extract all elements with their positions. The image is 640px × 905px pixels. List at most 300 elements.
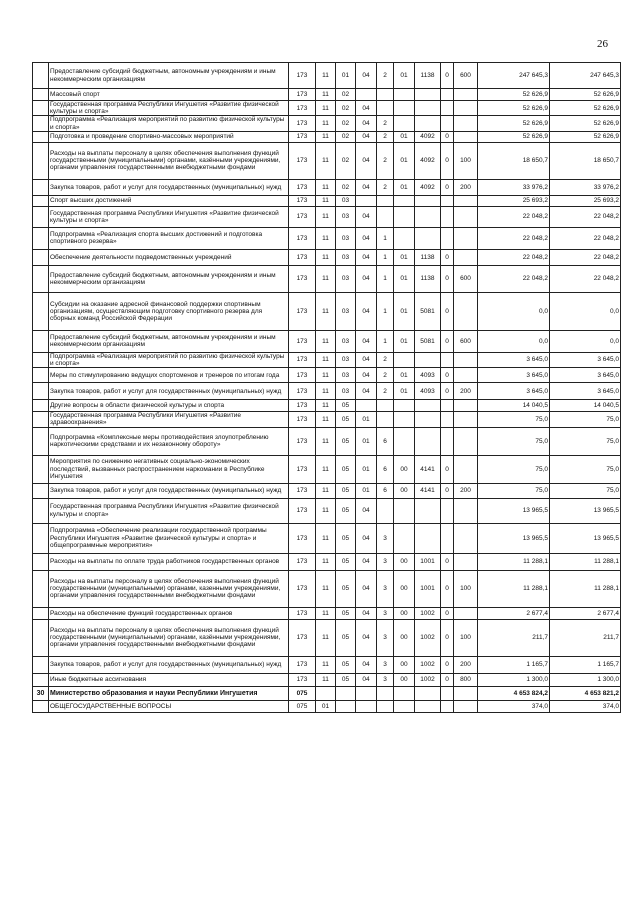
amount-cell: 22 048,2 bbox=[478, 249, 550, 265]
table-row bbox=[33, 265, 621, 292]
amount-cell: 14 040,5 bbox=[478, 400, 550, 412]
subsection-code-cell: 02 bbox=[336, 179, 356, 195]
amount-total-cell: 22 048,2 bbox=[550, 265, 621, 292]
event-code-cell bbox=[394, 523, 415, 553]
ministry-code-cell: 173 bbox=[289, 607, 316, 619]
amount-cell: 52 626,9 bbox=[478, 131, 550, 142]
event-code-cell bbox=[394, 116, 415, 131]
table-row bbox=[33, 553, 621, 570]
expense-type-cell bbox=[454, 131, 478, 142]
subprogram-code-cell: 3 bbox=[377, 619, 394, 656]
line-item-name-cell: Спорт высших достижений bbox=[49, 195, 289, 206]
program-code-cell: 01 bbox=[356, 412, 377, 427]
ministry-code-cell: 173 bbox=[289, 265, 316, 292]
source-code-cell bbox=[441, 89, 454, 101]
amount-total-cell: 52 626,9 bbox=[550, 89, 621, 101]
direction-code-cell: 1001 bbox=[415, 570, 441, 607]
section-code-cell: 11 bbox=[316, 570, 336, 607]
program-code-cell: 04 bbox=[356, 553, 377, 570]
program-code-cell: 01 bbox=[356, 483, 377, 498]
subsection-code-cell: 03 bbox=[336, 352, 356, 367]
amount-cell: 18 650,7 bbox=[478, 142, 550, 179]
subsection-code-cell bbox=[336, 700, 356, 712]
direction-code-cell bbox=[415, 523, 441, 553]
event-code-cell bbox=[394, 89, 415, 101]
amount-cell: 1 300,0 bbox=[478, 673, 550, 686]
program-code-cell: 04 bbox=[356, 619, 377, 656]
event-code-cell: 01 bbox=[394, 368, 415, 383]
direction-code-cell: 4141 bbox=[415, 455, 441, 483]
program-code-cell: 04 bbox=[356, 570, 377, 607]
row-number-cell bbox=[33, 227, 49, 249]
section-code-cell: 11 bbox=[316, 330, 336, 352]
amount-cell: 4 653 824,2 bbox=[478, 686, 550, 700]
program-code-cell: 04 bbox=[356, 101, 377, 116]
subsection-code-cell: 02 bbox=[336, 142, 356, 179]
budget-table-body bbox=[33, 63, 621, 713]
section-code-cell: 11 bbox=[316, 227, 336, 249]
amount-total-cell: 52 626,9 bbox=[550, 101, 621, 116]
amount-total-cell: 52 626,9 bbox=[550, 116, 621, 131]
program-code-cell bbox=[356, 700, 377, 712]
program-code-cell: 04 bbox=[356, 206, 377, 227]
direction-code-cell: 1138 bbox=[415, 249, 441, 265]
table-row bbox=[33, 686, 621, 700]
line-item-name-cell: Мероприятия по снижению негативных социально-экономических последствий, вызванных распространением наркомании в Республике Ингушетия bbox=[49, 455, 289, 483]
table-row bbox=[33, 131, 621, 142]
expense-type-cell: 600 bbox=[454, 330, 478, 352]
event-code-cell: 01 bbox=[394, 292, 415, 330]
source-code-cell bbox=[441, 498, 454, 523]
section-code-cell: 11 bbox=[316, 63, 336, 89]
direction-code-cell bbox=[415, 195, 441, 206]
table-row bbox=[33, 383, 621, 400]
subprogram-code-cell bbox=[377, 206, 394, 227]
section-code-cell: 11 bbox=[316, 206, 336, 227]
subsection-code-cell: 03 bbox=[336, 265, 356, 292]
amount-total-cell: 11 288,1 bbox=[550, 553, 621, 570]
section-code-cell: 11 bbox=[316, 523, 336, 553]
line-item-name-cell: Государственная программа Республики Ингушетия «Развитие физической культуры и спорта» bbox=[49, 206, 289, 227]
direction-code-cell: 4092 bbox=[415, 179, 441, 195]
program-code-cell: 04 bbox=[356, 607, 377, 619]
table-row bbox=[33, 101, 621, 116]
event-code-cell: 00 bbox=[394, 455, 415, 483]
row-number-cell bbox=[33, 400, 49, 412]
line-item-name-cell: Закупка товаров, работ и услуг для государственных (муниципальных) нужд bbox=[49, 656, 289, 673]
source-code-cell: 0 bbox=[441, 570, 454, 607]
amount-total-cell: 75,0 bbox=[550, 455, 621, 483]
ministry-code-cell: 173 bbox=[289, 498, 316, 523]
row-number-cell bbox=[33, 179, 49, 195]
subprogram-code-cell: 2 bbox=[377, 352, 394, 367]
source-code-cell bbox=[441, 523, 454, 553]
table-row bbox=[33, 179, 621, 195]
amount-cell: 22 048,2 bbox=[478, 206, 550, 227]
expense-type-cell bbox=[454, 523, 478, 553]
source-code-cell bbox=[441, 400, 454, 412]
subsection-code-cell: 03 bbox=[336, 227, 356, 249]
row-number-cell bbox=[33, 483, 49, 498]
ministry-code-cell: 173 bbox=[289, 89, 316, 101]
amount-cell: 3 645,0 bbox=[478, 368, 550, 383]
subsection-code-cell: 05 bbox=[336, 400, 356, 412]
section-code-cell: 11 bbox=[316, 292, 336, 330]
event-code-cell: 01 bbox=[394, 249, 415, 265]
program-code-cell: 04 bbox=[356, 383, 377, 400]
ministry-code-cell: 173 bbox=[289, 292, 316, 330]
table-row bbox=[33, 400, 621, 412]
line-item-name-cell: Министерство образования и науки Республики Ингушетия bbox=[49, 686, 289, 700]
source-code-cell bbox=[441, 700, 454, 712]
direction-code-cell: 1001 bbox=[415, 553, 441, 570]
ministry-code-cell: 173 bbox=[289, 131, 316, 142]
table-row bbox=[33, 63, 621, 89]
expense-type-cell: 800 bbox=[454, 673, 478, 686]
amount-cell: 211,7 bbox=[478, 619, 550, 656]
direction-code-cell bbox=[415, 400, 441, 412]
expense-type-cell bbox=[454, 700, 478, 712]
line-item-name-cell: Предоставление субсидий бюджетным, автономным учреждениям и иным некоммерческим организациям bbox=[49, 265, 289, 292]
amount-total-cell: 3 645,0 bbox=[550, 368, 621, 383]
ministry-code-cell: 173 bbox=[289, 455, 316, 483]
row-number-cell bbox=[33, 142, 49, 179]
subsection-code-cell: 01 bbox=[336, 63, 356, 89]
ministry-code-cell: 173 bbox=[289, 368, 316, 383]
subprogram-code-cell: 2 bbox=[377, 63, 394, 89]
source-code-cell: 0 bbox=[441, 607, 454, 619]
subsection-code-cell: 05 bbox=[336, 570, 356, 607]
direction-code-cell: 1002 bbox=[415, 619, 441, 656]
table-row bbox=[33, 570, 621, 607]
row-number-cell bbox=[33, 330, 49, 352]
expense-type-cell bbox=[454, 352, 478, 367]
amount-cell: 75,0 bbox=[478, 483, 550, 498]
row-number-cell bbox=[33, 368, 49, 383]
event-code-cell bbox=[394, 427, 415, 455]
program-code-cell: 04 bbox=[356, 265, 377, 292]
ministry-code-cell: 173 bbox=[289, 142, 316, 179]
row-number-cell bbox=[33, 116, 49, 131]
event-code-cell: 01 bbox=[394, 265, 415, 292]
ministry-code-cell: 075 bbox=[289, 686, 316, 700]
subsection-code-cell: 05 bbox=[336, 607, 356, 619]
expense-type-cell bbox=[454, 206, 478, 227]
row-number-cell bbox=[33, 292, 49, 330]
subsection-code-cell: 05 bbox=[336, 412, 356, 427]
subprogram-code-cell: 3 bbox=[377, 553, 394, 570]
table-row bbox=[33, 673, 621, 686]
ministry-code-cell: 173 bbox=[289, 523, 316, 553]
source-code-cell: 0 bbox=[441, 553, 454, 570]
table-row bbox=[33, 427, 621, 455]
expense-type-cell bbox=[454, 195, 478, 206]
expense-type-cell: 600 bbox=[454, 265, 478, 292]
direction-code-cell: 1138 bbox=[415, 265, 441, 292]
table-row bbox=[33, 412, 621, 427]
direction-code-cell: 4092 bbox=[415, 142, 441, 179]
event-code-cell: 01 bbox=[394, 179, 415, 195]
event-code-cell bbox=[394, 101, 415, 116]
table-row bbox=[33, 89, 621, 101]
line-item-name-cell: Подпрограмма «Обеспечение реализации государственной программы Республики Ингушетия «Развитие физической культуры и спорта» и общепрограммные мероприятия» bbox=[49, 523, 289, 553]
event-code-cell: 00 bbox=[394, 656, 415, 673]
expense-type-cell bbox=[454, 498, 478, 523]
program-code-cell: 04 bbox=[356, 523, 377, 553]
amount-total-cell: 374,0 bbox=[550, 700, 621, 712]
direction-code-cell: 4141 bbox=[415, 483, 441, 498]
direction-code-cell bbox=[415, 427, 441, 455]
source-code-cell bbox=[441, 686, 454, 700]
table-row bbox=[33, 656, 621, 673]
ministry-code-cell: 173 bbox=[289, 101, 316, 116]
source-code-cell: 0 bbox=[441, 455, 454, 483]
section-code-cell: 11 bbox=[316, 101, 336, 116]
amount-cell: 0,0 bbox=[478, 330, 550, 352]
section-code-cell: 11 bbox=[316, 553, 336, 570]
subsection-code-cell: 05 bbox=[336, 656, 356, 673]
expense-type-cell bbox=[454, 607, 478, 619]
subsection-code-cell bbox=[336, 686, 356, 700]
row-number-cell bbox=[33, 455, 49, 483]
direction-code-cell bbox=[415, 227, 441, 249]
source-code-cell: 0 bbox=[441, 142, 454, 179]
subprogram-code-cell: 2 bbox=[377, 383, 394, 400]
line-item-name-cell: Государственная программа Республики Ингушетия «Развитие здравоохранения» bbox=[49, 412, 289, 427]
direction-code-cell bbox=[415, 498, 441, 523]
expense-type-cell bbox=[454, 292, 478, 330]
section-code-cell: 11 bbox=[316, 427, 336, 455]
ministry-code-cell: 173 bbox=[289, 673, 316, 686]
amount-total-cell: 0,0 bbox=[550, 292, 621, 330]
source-code-cell: 0 bbox=[441, 483, 454, 498]
amount-cell: 25 693,2 bbox=[478, 195, 550, 206]
direction-code-cell: 5081 bbox=[415, 330, 441, 352]
section-code-cell: 01 bbox=[316, 700, 336, 712]
ministry-code-cell: 173 bbox=[289, 656, 316, 673]
table-row bbox=[33, 142, 621, 179]
amount-cell: 1 165,7 bbox=[478, 656, 550, 673]
subprogram-code-cell: 1 bbox=[377, 227, 394, 249]
table-row bbox=[33, 368, 621, 383]
amount-cell: 11 288,1 bbox=[478, 570, 550, 607]
amount-total-cell: 0,0 bbox=[550, 330, 621, 352]
ministry-code-cell: 173 bbox=[289, 227, 316, 249]
event-code-cell bbox=[394, 686, 415, 700]
amount-cell: 75,0 bbox=[478, 412, 550, 427]
ministry-code-cell: 173 bbox=[289, 352, 316, 367]
subsection-code-cell: 05 bbox=[336, 455, 356, 483]
amount-total-cell: 11 288,1 bbox=[550, 570, 621, 607]
subsection-code-cell: 03 bbox=[336, 195, 356, 206]
subsection-code-cell: 03 bbox=[336, 292, 356, 330]
row-number-cell bbox=[33, 206, 49, 227]
subprogram-code-cell: 3 bbox=[377, 673, 394, 686]
row-number-cell bbox=[33, 553, 49, 570]
source-code-cell bbox=[441, 116, 454, 131]
source-code-cell: 0 bbox=[441, 368, 454, 383]
direction-code-cell bbox=[415, 700, 441, 712]
subprogram-code-cell: 3 bbox=[377, 523, 394, 553]
subsection-code-cell: 05 bbox=[336, 553, 356, 570]
line-item-name-cell: Подпрограмма «Реализация спорта высших достижений и подготовка спортивного резерва» bbox=[49, 227, 289, 249]
source-code-cell: 0 bbox=[441, 249, 454, 265]
expense-type-cell: 600 bbox=[454, 63, 478, 89]
line-item-name-cell: Закупка товаров, работ и услуг для государственных (муниципальных) нужд bbox=[49, 383, 289, 400]
subprogram-code-cell: 2 bbox=[377, 368, 394, 383]
section-code-cell: 11 bbox=[316, 195, 336, 206]
subprogram-code-cell: 6 bbox=[377, 427, 394, 455]
program-code-cell bbox=[356, 686, 377, 700]
section-code-cell: 11 bbox=[316, 619, 336, 656]
ministry-code-cell: 173 bbox=[289, 249, 316, 265]
row-number-cell bbox=[33, 63, 49, 89]
source-code-cell bbox=[441, 227, 454, 249]
program-code-cell: 04 bbox=[356, 673, 377, 686]
row-number-cell: 30 bbox=[33, 686, 49, 700]
event-code-cell: 01 bbox=[394, 330, 415, 352]
expense-type-cell: 100 bbox=[454, 142, 478, 179]
section-code-cell: 11 bbox=[316, 116, 336, 131]
direction-code-cell: 1002 bbox=[415, 656, 441, 673]
amount-total-cell: 211,7 bbox=[550, 619, 621, 656]
event-code-cell bbox=[394, 195, 415, 206]
row-number-cell bbox=[33, 131, 49, 142]
event-code-cell: 01 bbox=[394, 63, 415, 89]
table-row bbox=[33, 700, 621, 712]
program-code-cell: 04 bbox=[356, 368, 377, 383]
amount-cell: 22 048,2 bbox=[478, 265, 550, 292]
table-row bbox=[33, 227, 621, 249]
amount-total-cell: 22 048,2 bbox=[550, 227, 621, 249]
amount-total-cell: 33 976,2 bbox=[550, 179, 621, 195]
expense-type-cell bbox=[454, 553, 478, 570]
subsection-code-cell: 05 bbox=[336, 673, 356, 686]
subsection-code-cell: 03 bbox=[336, 249, 356, 265]
event-code-cell: 00 bbox=[394, 619, 415, 656]
table-row bbox=[33, 292, 621, 330]
amount-total-cell: 52 626,9 bbox=[550, 131, 621, 142]
direction-code-cell bbox=[415, 116, 441, 131]
section-code-cell: 11 bbox=[316, 352, 336, 367]
line-item-name-cell: Расходы на выплаты персоналу в целях обеспечения выполнения функций государственными (муниципальными) органами, казенными учреждениями, органами управления государственными внебюджетными фондами bbox=[49, 570, 289, 607]
ministry-code-cell: 173 bbox=[289, 400, 316, 412]
program-code-cell: 04 bbox=[356, 227, 377, 249]
amount-total-cell: 25 693,2 bbox=[550, 195, 621, 206]
section-code-cell: 11 bbox=[316, 179, 336, 195]
ministry-code-cell: 173 bbox=[289, 63, 316, 89]
amount-total-cell: 247 645,3 bbox=[550, 63, 621, 89]
source-code-cell: 0 bbox=[441, 619, 454, 656]
subprogram-code-cell: 3 bbox=[377, 656, 394, 673]
line-item-name-cell: Государственная программа Республики Ингушетия «Развитие физической культуры и спорта» bbox=[49, 498, 289, 523]
row-number-cell bbox=[33, 195, 49, 206]
table-row bbox=[33, 498, 621, 523]
row-number-cell bbox=[33, 383, 49, 400]
amount-total-cell: 13 965,5 bbox=[550, 523, 621, 553]
source-code-cell: 0 bbox=[441, 330, 454, 352]
subsection-code-cell: 05 bbox=[336, 523, 356, 553]
direction-code-cell: 1002 bbox=[415, 607, 441, 619]
expense-type-cell bbox=[454, 412, 478, 427]
direction-code-cell bbox=[415, 412, 441, 427]
subsection-code-cell: 03 bbox=[336, 368, 356, 383]
program-code-cell: 04 bbox=[356, 292, 377, 330]
amount-cell: 3 645,0 bbox=[478, 383, 550, 400]
ministry-code-cell: 173 bbox=[289, 330, 316, 352]
line-item-name-cell: Меры по стимулированию ведущих спортсменов и тренеров по итогам года bbox=[49, 368, 289, 383]
program-code-cell: 04 bbox=[356, 656, 377, 673]
amount-cell: 374,0 bbox=[478, 700, 550, 712]
row-number-cell bbox=[33, 523, 49, 553]
subsection-code-cell: 05 bbox=[336, 427, 356, 455]
row-number-cell bbox=[33, 498, 49, 523]
amount-cell: 33 976,2 bbox=[478, 179, 550, 195]
amount-cell: 13 965,5 bbox=[478, 523, 550, 553]
event-code-cell: 01 bbox=[394, 142, 415, 179]
subprogram-code-cell: 1 bbox=[377, 292, 394, 330]
line-item-name-cell: Закупка товаров, работ и услуг для государственных (муниципальных) нужд bbox=[49, 179, 289, 195]
source-code-cell bbox=[441, 195, 454, 206]
budget-table bbox=[32, 62, 621, 713]
line-item-name-cell: Массовый спорт bbox=[49, 89, 289, 101]
expense-type-cell bbox=[454, 400, 478, 412]
subsection-code-cell: 05 bbox=[336, 498, 356, 523]
amount-total-cell: 4 653 821,2 bbox=[550, 686, 621, 700]
subprogram-code-cell: 1 bbox=[377, 330, 394, 352]
table-row bbox=[33, 195, 621, 206]
row-number-cell bbox=[33, 427, 49, 455]
source-code-cell: 0 bbox=[441, 292, 454, 330]
amount-total-cell: 22 048,2 bbox=[550, 249, 621, 265]
source-code-cell bbox=[441, 412, 454, 427]
row-number-cell bbox=[33, 570, 49, 607]
ministry-code-cell: 173 bbox=[289, 570, 316, 607]
expense-type-cell: 200 bbox=[454, 483, 478, 498]
subprogram-code-cell bbox=[377, 700, 394, 712]
subprogram-code-cell: 2 bbox=[377, 131, 394, 142]
amount-cell: 52 626,9 bbox=[478, 101, 550, 116]
ministry-code-cell: 173 bbox=[289, 116, 316, 131]
table-row bbox=[33, 483, 621, 498]
row-number-cell bbox=[33, 101, 49, 116]
line-item-name-cell: Расходы на обеспечение функций государственных органов bbox=[49, 607, 289, 619]
source-code-cell: 0 bbox=[441, 63, 454, 89]
program-code-cell: 04 bbox=[356, 116, 377, 131]
amount-cell: 3 645,0 bbox=[478, 352, 550, 367]
table-row bbox=[33, 249, 621, 265]
direction-code-cell bbox=[415, 352, 441, 367]
table-row bbox=[33, 352, 621, 367]
event-code-cell bbox=[394, 227, 415, 249]
section-code-cell: 11 bbox=[316, 607, 336, 619]
row-number-cell bbox=[33, 249, 49, 265]
subprogram-code-cell bbox=[377, 89, 394, 101]
program-code-cell bbox=[356, 195, 377, 206]
line-item-name-cell: Подпрограмма «Реализация мероприятий по развитию физической культуры и спорта» bbox=[49, 352, 289, 367]
amount-cell: 75,0 bbox=[478, 455, 550, 483]
table-row bbox=[33, 619, 621, 656]
subsection-code-cell: 02 bbox=[336, 89, 356, 101]
direction-code-cell: 4093 bbox=[415, 368, 441, 383]
row-number-cell bbox=[33, 700, 49, 712]
line-item-name-cell: Подпрограмма «Комплексные меры противодействия злоупотреблению наркотическими средствами и их незаконному обороту» bbox=[49, 427, 289, 455]
amount-cell: 2 677,4 bbox=[478, 607, 550, 619]
line-item-name-cell: Расходы на выплаты персоналу в целях обеспечения выполнения функций государственными (муниципальными) органами, казёнными учреждениями, органами управления государственными внебюджетными фондами bbox=[49, 142, 289, 179]
subsection-code-cell: 05 bbox=[336, 619, 356, 656]
section-code-cell: 11 bbox=[316, 368, 336, 383]
source-code-cell: 0 bbox=[441, 265, 454, 292]
